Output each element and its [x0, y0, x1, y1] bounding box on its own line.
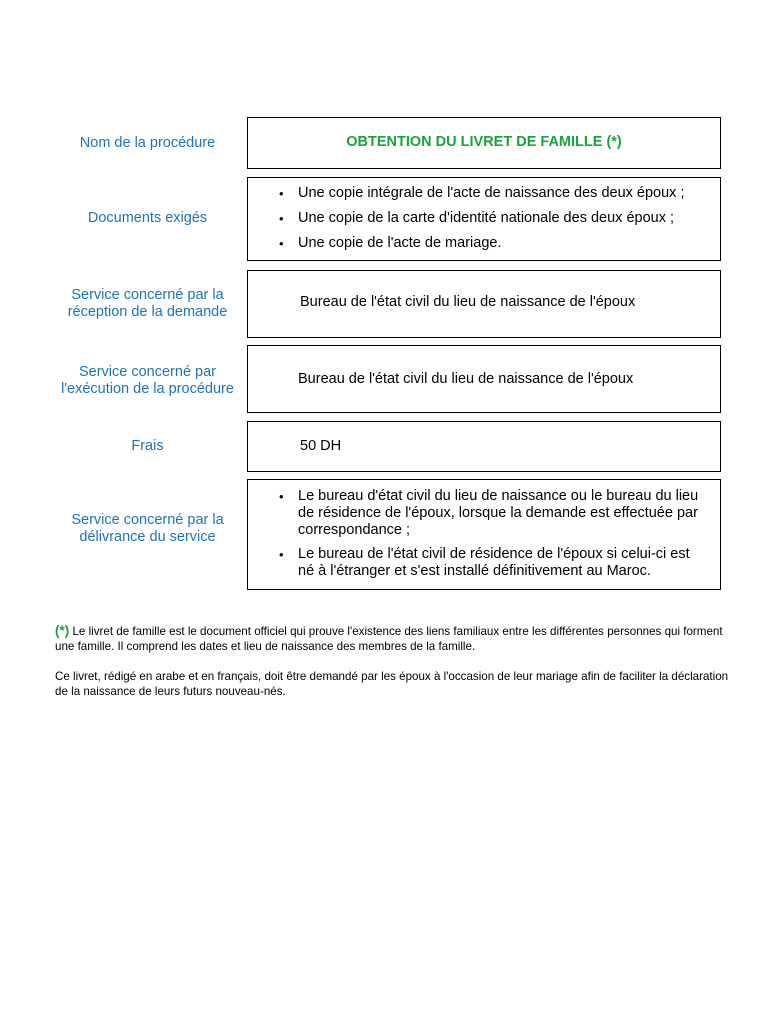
delivery-service-box — [247, 479, 721, 590]
bullet-icon: • — [279, 211, 284, 226]
required-documents-list — [273, 185, 713, 252]
procedure-name-label: Nom de la procédure — [79, 135, 216, 151]
list-item: • Une copie de la carte d'identité nationale des deux époux ; — [279, 210, 675, 226]
fees-value: 50 DH — [300, 438, 342, 454]
fees-label: Frais — [131, 438, 164, 454]
footnote-asterisk: (*) — [55, 623, 70, 638]
procedure-name-box — [247, 117, 721, 169]
fees-box — [247, 421, 721, 472]
list-item: • Une copie intégrale de l'acte de naissance des deux époux ; — [279, 185, 685, 201]
list-item: • Une copie de l'acte de mariage. — [279, 235, 502, 251]
execution-service-label: Service concerné par l'exécution de la procédure — [61, 364, 234, 397]
reception-service-value: Bureau de l'état civil du lieu de naissance de l'époux — [300, 294, 636, 310]
footnote-definition-text: Le livret de famille est le document officiel qui prouve l'existence des liens familiaux entre les différentes personnes qui forment une famille. Il comprend les dates et lieu de naissance des membres de la famille. — [55, 625, 723, 653]
delivery-service-label: Service concerné par la délivrance du service — [71, 512, 224, 545]
reception-service-box — [247, 270, 721, 338]
list-item: • Le bureau d'état civil du lieu de naissance ou le bureau du lieu de résidence de l'époux, lorsque la demande est effectuée par correspondance ; — [279, 488, 699, 538]
bullet-icon: • — [279, 489, 284, 504]
bullet-icon: • — [279, 547, 284, 562]
reception-service-label: Service concerné par la réception de la demande — [67, 287, 228, 320]
execution-service-value: Bureau de l'état civil du lieu de naissance de l'époux — [298, 371, 634, 387]
required-documents-box — [247, 177, 721, 261]
procedure-title: OBTENTION DU LIVRET DE FAMILLE (*) — [346, 134, 622, 150]
execution-service-box — [247, 345, 721, 413]
required-documents-label: Documents exigés — [87, 210, 208, 226]
bullet-icon: • — [279, 236, 284, 251]
list-item: • Le bureau de l'état civil de résidence de l'époux si celui-ci est né à l'étranger et s'est installé définitivement au Maroc. — [279, 546, 690, 579]
footnote-definition — [55, 623, 735, 654]
delivery-service-list — [273, 488, 705, 580]
bullet-icon: • — [279, 186, 284, 201]
footnote-usage: Ce livret, rédigé en arabe et en français, doit être demandé par les époux à l'occasion de leur mariage afin de faciliter la déclaration de la naissance de leurs futurs nouveau-nés. — [55, 670, 729, 698]
